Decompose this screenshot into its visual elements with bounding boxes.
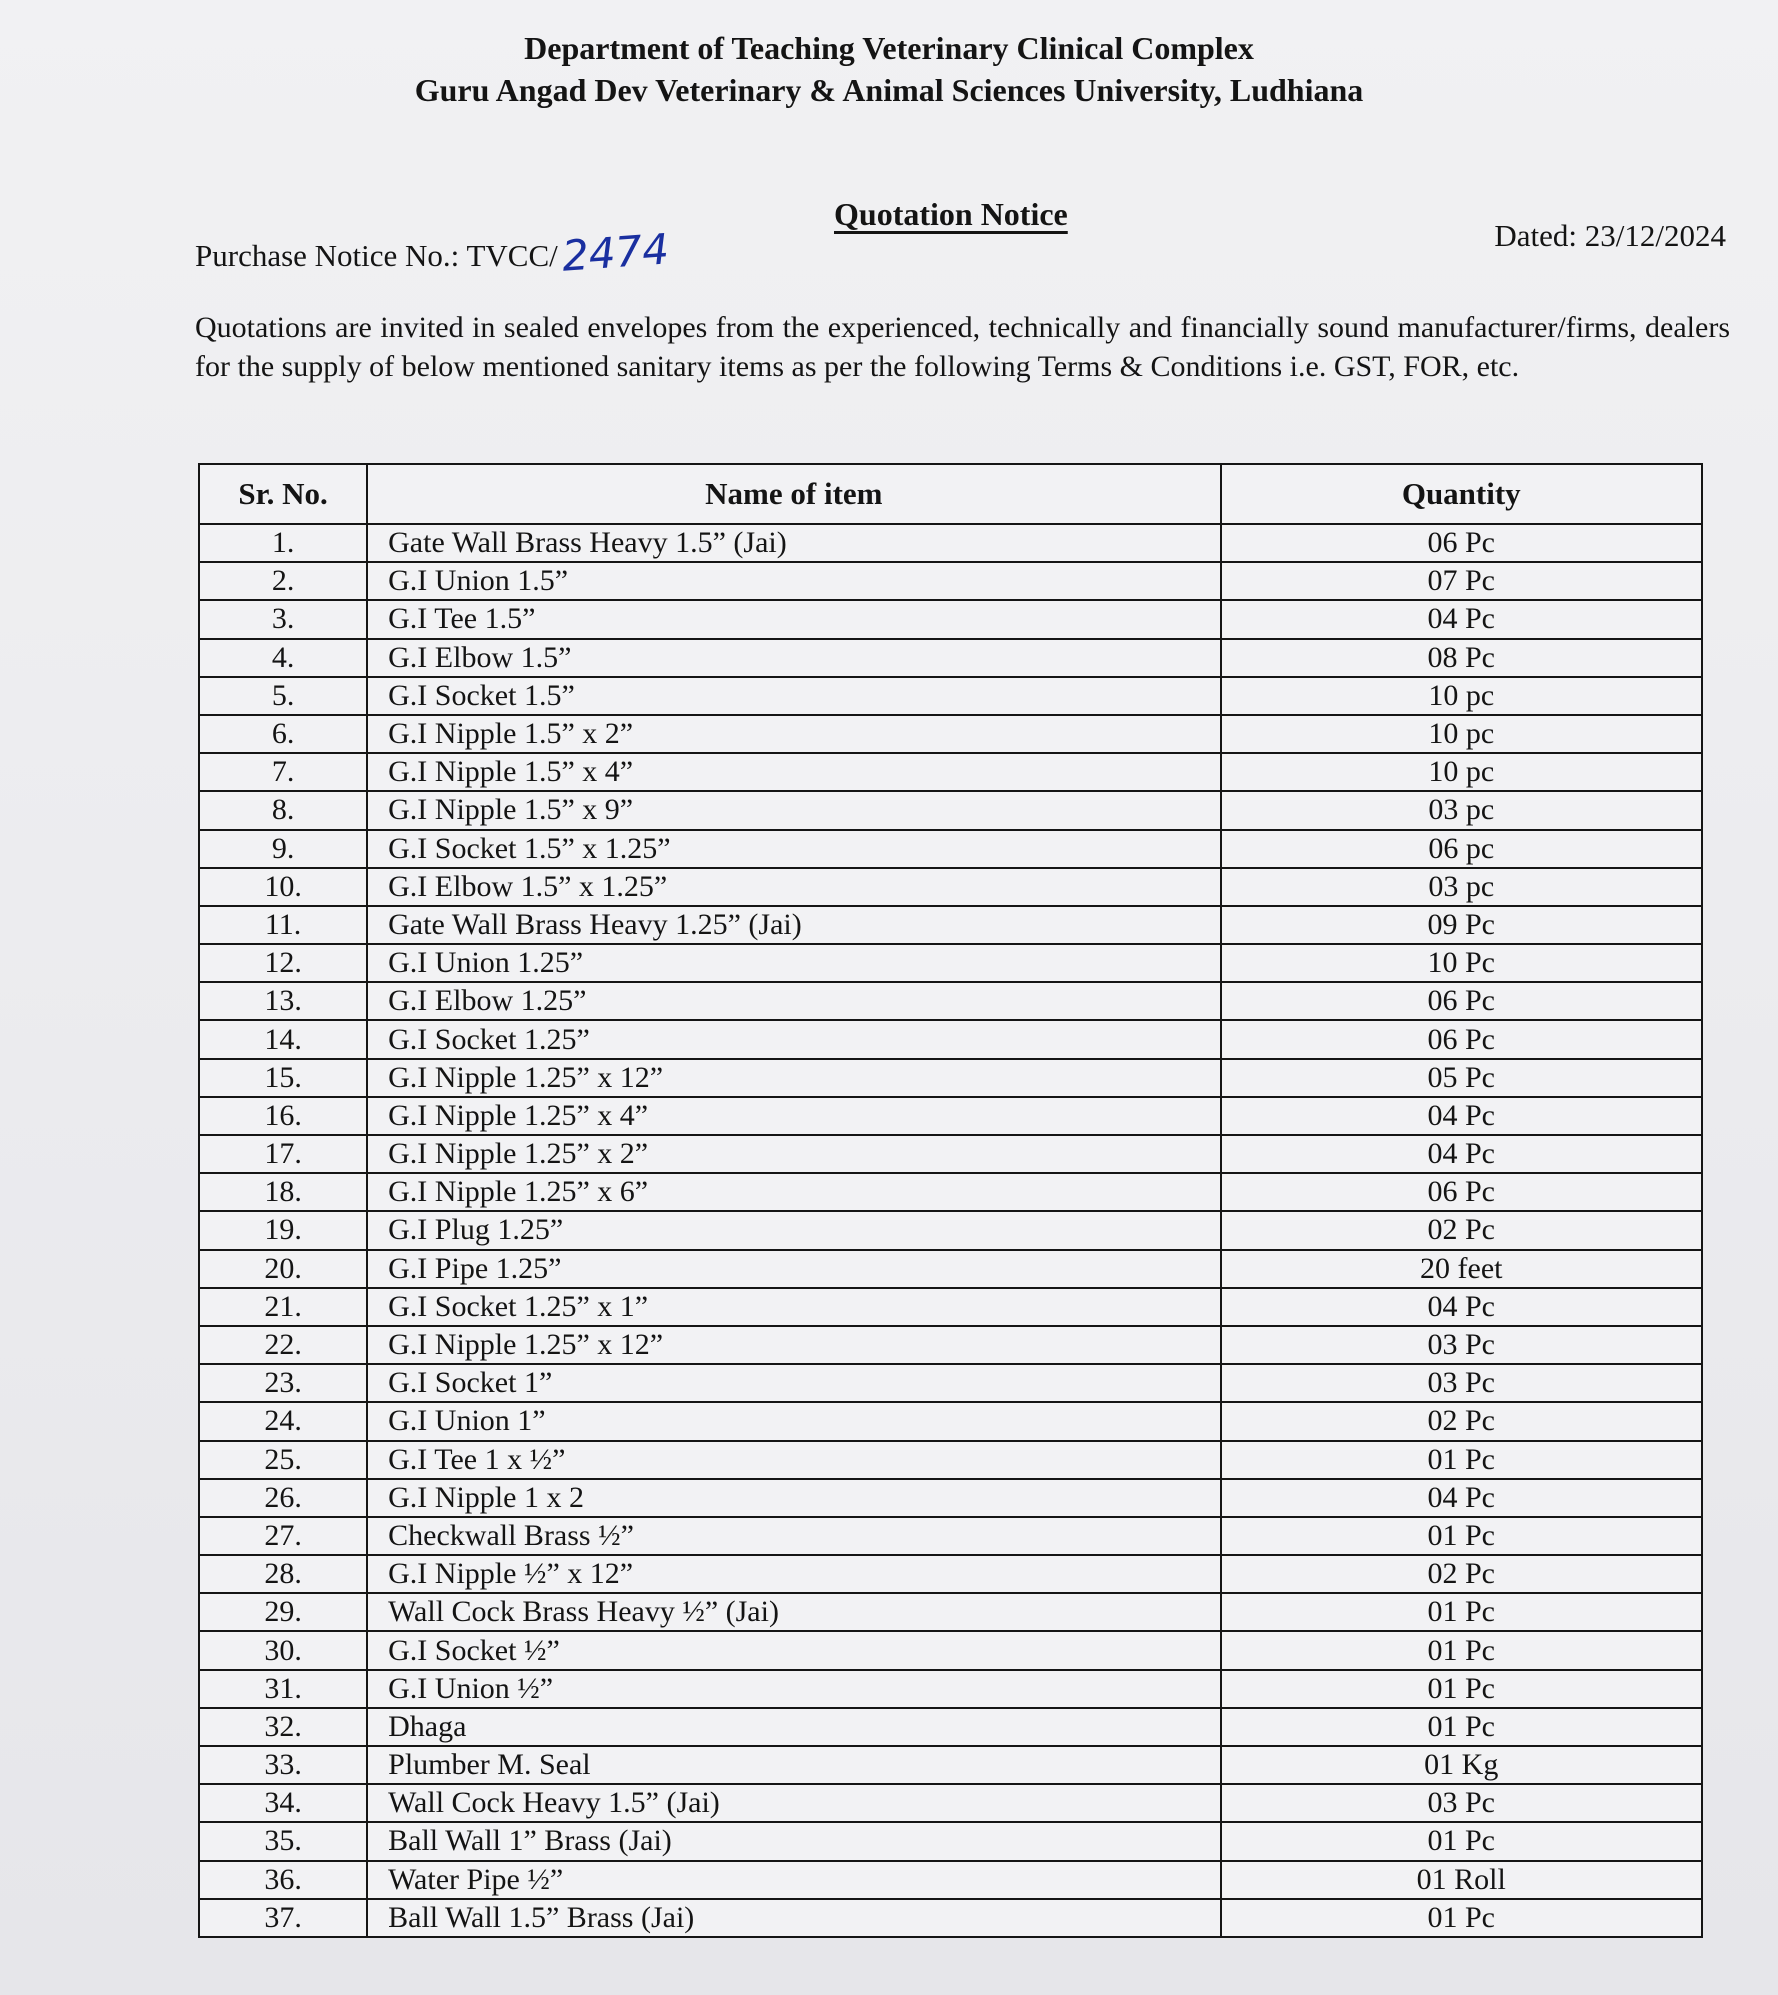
notice-title: Quotation Notice (834, 196, 1068, 232)
table-row (199, 1708, 1702, 1746)
items-table-body (199, 524, 1702, 1937)
row-quantity: 04 Pc (1221, 1479, 1702, 1517)
row-quantity: 05 Pc (1221, 1059, 1702, 1097)
row-item-name: Ball Wall 1.5” Brass (Jai) (367, 1899, 1220, 1937)
table-row (199, 1631, 1702, 1669)
row-sr-no: 24. (199, 1402, 367, 1440)
row-quantity: 07 Pc (1221, 562, 1702, 600)
row-sr-no: 4. (199, 639, 367, 677)
row-item-name: Wall Cock Heavy 1.5” (Jai) (367, 1784, 1220, 1822)
table-row (199, 1861, 1702, 1899)
row-quantity: 03 pc (1221, 791, 1702, 829)
row-item-name: Checkwall Brass ½” (367, 1517, 1220, 1555)
row-item-name: G.I Nipple 1.5” x 9” (367, 791, 1220, 829)
row-sr-no: 33. (199, 1746, 367, 1784)
row-sr-no: 12. (199, 944, 367, 982)
row-item-name: Plumber M. Seal (367, 1746, 1220, 1784)
table-row (199, 944, 1702, 982)
purchase-notice-label: Purchase Notice No.: TVCC/ (195, 238, 558, 273)
table-row (199, 1670, 1702, 1708)
row-item-name: Water Pipe ½” (367, 1861, 1220, 1899)
row-sr-no: 31. (199, 1670, 367, 1708)
row-sr-no: 13. (199, 982, 367, 1020)
row-sr-no: 19. (199, 1211, 367, 1249)
table-row (199, 562, 1702, 600)
row-quantity: 10 pc (1221, 715, 1702, 753)
table-row (199, 1479, 1702, 1517)
row-item-name: G.I Nipple ½” x 12” (367, 1555, 1220, 1593)
row-sr-no: 20. (199, 1250, 367, 1288)
row-quantity: 04 Pc (1221, 1097, 1702, 1135)
row-item-name: G.I Nipple 1.5” x 2” (367, 715, 1220, 753)
table-row (199, 600, 1702, 638)
row-item-name: G.I Nipple 1.25” x 4” (367, 1097, 1220, 1135)
row-item-name: Gate Wall Brass Heavy 1.25” (Jai) (367, 906, 1220, 944)
row-sr-no: 11. (199, 906, 367, 944)
row-sr-no: 25. (199, 1441, 367, 1479)
purchase-notice-number (195, 224, 671, 281)
row-item-name: G.I Pipe 1.25” (367, 1250, 1220, 1288)
row-sr-no: 26. (199, 1479, 367, 1517)
table-row (199, 524, 1702, 562)
row-quantity: 03 Pc (1221, 1364, 1702, 1402)
row-quantity: 01 Pc (1221, 1631, 1702, 1669)
row-quantity: 01 Pc (1221, 1822, 1702, 1860)
row-item-name: G.I Plug 1.25” (367, 1211, 1220, 1249)
table-row (199, 1250, 1702, 1288)
table-row (199, 753, 1702, 791)
table-row (199, 1441, 1702, 1479)
row-item-name: G.I Union ½” (367, 1670, 1220, 1708)
row-sr-no: 5. (199, 677, 367, 715)
row-sr-no: 22. (199, 1326, 367, 1364)
table-row (199, 639, 1702, 677)
row-quantity: 01 Pc (1221, 1517, 1702, 1555)
table-row (199, 677, 1702, 715)
header-sr-no: Sr. No. (199, 464, 367, 524)
row-quantity: 06 pc (1221, 830, 1702, 868)
row-sr-no: 21. (199, 1288, 367, 1326)
table-row (199, 1288, 1702, 1326)
row-quantity: 01 Kg (1221, 1746, 1702, 1784)
table-row (199, 1326, 1702, 1364)
row-item-name: G.I Union 1” (367, 1402, 1220, 1440)
table-row (199, 1402, 1702, 1440)
table-row (199, 1593, 1702, 1631)
row-item-name: Wall Cock Brass Heavy ½” (Jai) (367, 1593, 1220, 1631)
row-sr-no: 2. (199, 562, 367, 600)
row-item-name: G.I Elbow 1.5” (367, 639, 1220, 677)
row-quantity: 01 Pc (1221, 1441, 1702, 1479)
row-item-name: G.I Socket 1” (367, 1364, 1220, 1402)
row-quantity: 03 Pc (1221, 1326, 1702, 1364)
row-sr-no: 28. (199, 1555, 367, 1593)
table-row (199, 1020, 1702, 1058)
row-item-name: G.I Nipple 1.25” x 2” (367, 1135, 1220, 1173)
row-item-name: G.I Nipple 1.5” x 4” (367, 753, 1220, 791)
row-quantity: 03 pc (1221, 868, 1702, 906)
table-row (199, 1211, 1702, 1249)
row-sr-no: 34. (199, 1784, 367, 1822)
row-sr-no: 23. (199, 1364, 367, 1402)
row-quantity: 04 Pc (1221, 1288, 1702, 1326)
table-row (199, 1517, 1702, 1555)
row-quantity: 01 Pc (1221, 1899, 1702, 1937)
university-heading: Guru Angad Dev Veterinary & Animal Sciences University, Ludhiana (414, 72, 1364, 108)
row-item-name: G.I Nipple 1.25” x 12” (367, 1059, 1220, 1097)
row-sr-no: 36. (199, 1861, 367, 1899)
row-quantity: 04 Pc (1221, 1135, 1702, 1173)
row-sr-no: 18. (199, 1173, 367, 1211)
row-sr-no: 35. (199, 1822, 367, 1860)
department-heading: Department of Teaching Veterinary Clinical Complex (524, 30, 1254, 66)
row-sr-no: 17. (199, 1135, 367, 1173)
table-row (199, 1173, 1702, 1211)
row-quantity: 06 Pc (1221, 524, 1702, 562)
row-quantity: 01 Pc (1221, 1593, 1702, 1631)
table-row (199, 1135, 1702, 1173)
header-item-name: Name of item (367, 464, 1220, 524)
row-quantity: 08 Pc (1221, 639, 1702, 677)
row-quantity: 10 pc (1221, 753, 1702, 791)
table-row (199, 715, 1702, 753)
row-sr-no: 7. (199, 753, 367, 791)
row-quantity: 20 feet (1221, 1250, 1702, 1288)
row-quantity: 10 pc (1221, 677, 1702, 715)
row-sr-no: 14. (199, 1020, 367, 1058)
row-item-name: G.I Nipple 1.25” x 12” (367, 1326, 1220, 1364)
row-sr-no: 16. (199, 1097, 367, 1135)
handwritten-notice-number: 2474 (560, 224, 671, 281)
row-item-name: Dhaga (367, 1708, 1220, 1746)
row-sr-no: 10. (199, 868, 367, 906)
row-item-name: G.I Socket 1.25” x 1” (367, 1288, 1220, 1326)
row-item-name: G.I Union 1.25” (367, 944, 1220, 982)
row-sr-no: 1. (199, 524, 367, 562)
intro-paragraph: Quotations are invited in sealed envelopes from the experienced, technically and financially sound manufacturer/firms, dealers for the supply of below mentioned sanitary items as per the following Terms & Conditions i.e. GST, FOR, etc. (195, 311, 1730, 383)
notice-date: Dated: 23/12/2024 (1494, 218, 1726, 253)
row-sr-no: 8. (199, 791, 367, 829)
table-row (199, 1097, 1702, 1135)
row-item-name: G.I Socket 1.5” x 1.25” (367, 830, 1220, 868)
row-item-name: G.I Socket 1.25” (367, 1020, 1220, 1058)
row-item-name: G.I Socket 1.5” (367, 677, 1220, 715)
table-row (199, 1059, 1702, 1097)
row-quantity: 01 Pc (1221, 1670, 1702, 1708)
row-sr-no: 29. (199, 1593, 367, 1631)
row-quantity: 10 Pc (1221, 944, 1702, 982)
row-item-name: G.I Nipple 1 x 2 (367, 1479, 1220, 1517)
row-sr-no: 30. (199, 1631, 367, 1669)
table-row (199, 1364, 1702, 1402)
table-row (199, 1822, 1702, 1860)
table-row (199, 1555, 1702, 1593)
row-quantity: 02 Pc (1221, 1402, 1702, 1440)
row-quantity: 06 Pc (1221, 1173, 1702, 1211)
table-row (199, 1899, 1702, 1937)
row-quantity: 04 Pc (1221, 600, 1702, 638)
row-sr-no: 6. (199, 715, 367, 753)
row-quantity: 01 Pc (1221, 1708, 1702, 1746)
row-item-name: G.I Union 1.5” (367, 562, 1220, 600)
table-row (199, 1784, 1702, 1822)
row-item-name: G.I Tee 1 x ½” (367, 1441, 1220, 1479)
items-table (198, 463, 1703, 1938)
row-sr-no: 9. (199, 830, 367, 868)
row-sr-no: 27. (199, 1517, 367, 1555)
row-sr-no: 15. (199, 1059, 367, 1097)
row-item-name: Gate Wall Brass Heavy 1.5” (Jai) (367, 524, 1220, 562)
row-item-name: G.I Tee 1.5” (367, 600, 1220, 638)
table-row (199, 906, 1702, 944)
row-sr-no: 3. (199, 600, 367, 638)
row-sr-no: 37. (199, 1899, 367, 1937)
table-row (199, 868, 1702, 906)
row-item-name: G.I Elbow 1.25” (367, 982, 1220, 1020)
row-quantity: 06 Pc (1221, 1020, 1702, 1058)
table-header-row (199, 464, 1702, 524)
row-quantity: 01 Roll (1221, 1861, 1702, 1899)
row-item-name: G.I Socket ½” (367, 1631, 1220, 1669)
table-row (199, 830, 1702, 868)
row-item-name: Ball Wall 1” Brass (Jai) (367, 1822, 1220, 1860)
row-quantity: 02 Pc (1221, 1555, 1702, 1593)
table-row (199, 791, 1702, 829)
table-row (199, 982, 1702, 1020)
table-row (199, 1746, 1702, 1784)
row-item-name: G.I Nipple 1.25” x 6” (367, 1173, 1220, 1211)
row-quantity: 03 Pc (1221, 1784, 1702, 1822)
row-item-name: G.I Elbow 1.5” x 1.25” (367, 868, 1220, 906)
row-quantity: 02 Pc (1221, 1211, 1702, 1249)
header-quantity: Quantity (1221, 464, 1702, 524)
row-quantity: 09 Pc (1221, 906, 1702, 944)
row-sr-no: 32. (199, 1708, 367, 1746)
row-quantity: 06 Pc (1221, 982, 1702, 1020)
